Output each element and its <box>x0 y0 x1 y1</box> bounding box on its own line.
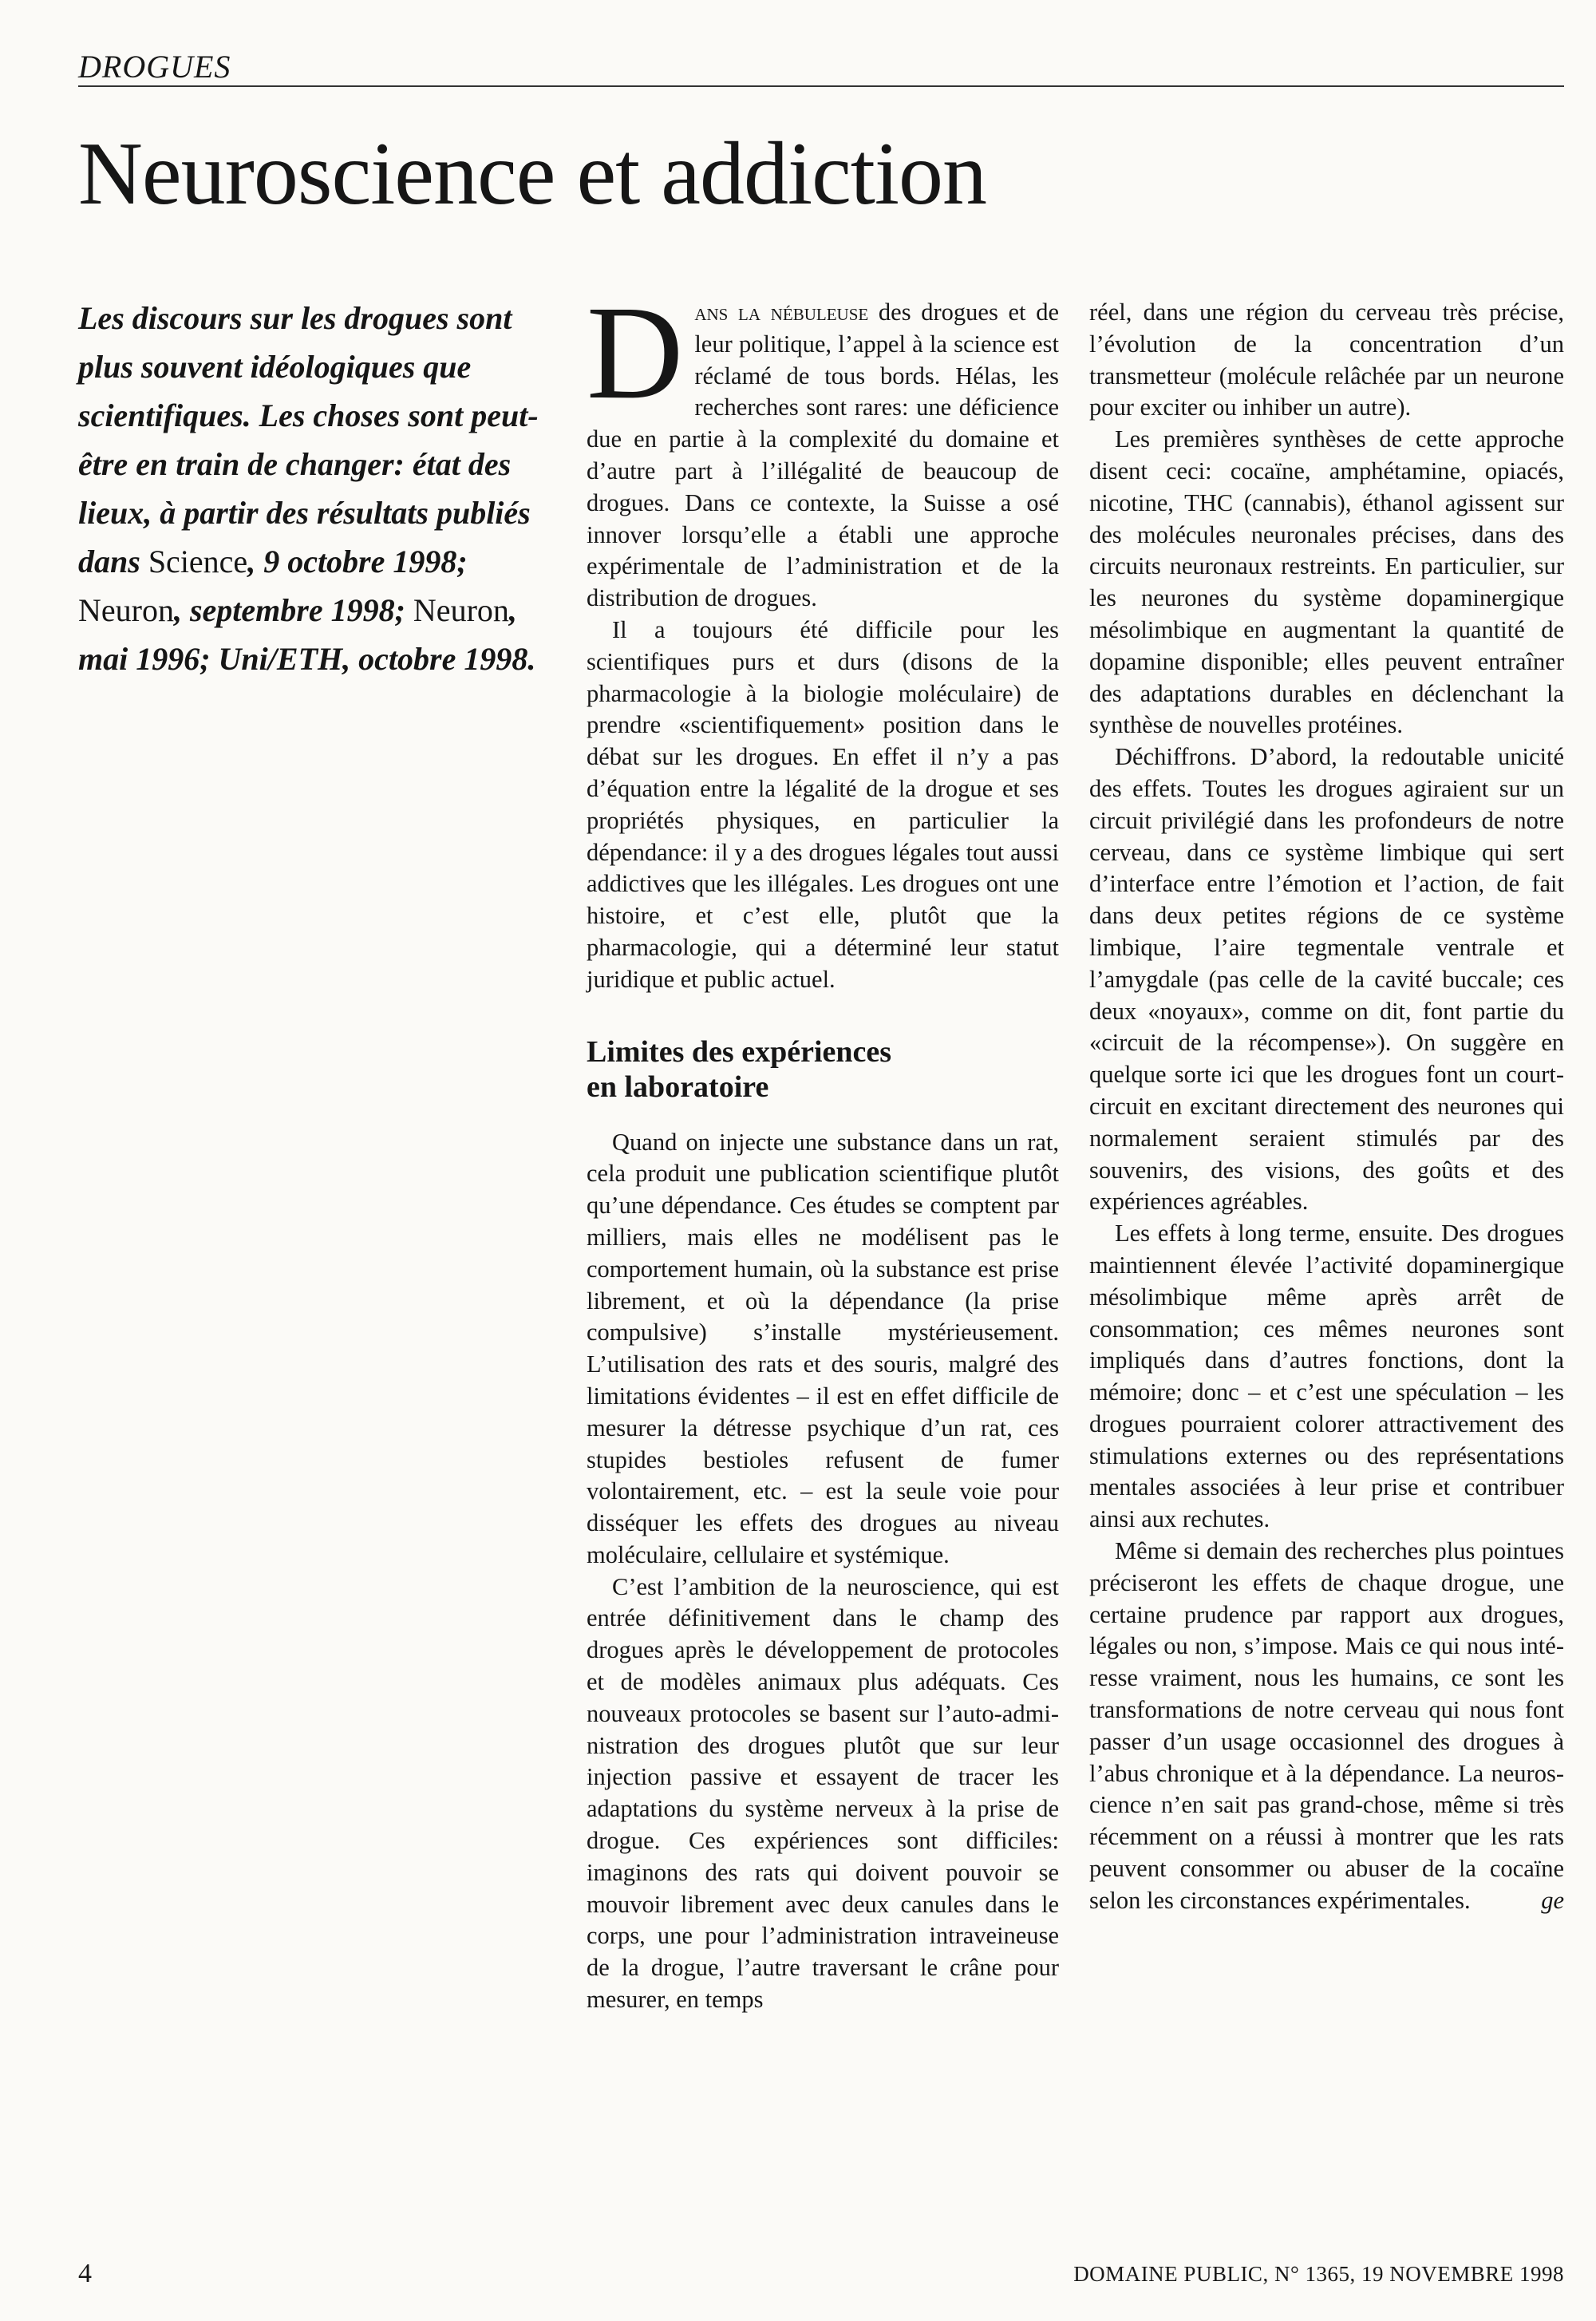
article-column-middle <box>587 279 1059 2016</box>
publication-info: DOMAINE PUBLIC, N° 1365, 19 NOVEMBRE 1998 <box>1073 2262 1564 2286</box>
section-subheading <box>587 1034 1059 1105</box>
paragraph-8-text: Même si demain des recherches plus pointues préciseront les effets de chaque drogue, une certaine prudence par rapport aux drogues, légales ou non, s’impose. Mais ce qui nous intéresse vraiment, nous les humains, ce sont les transformations de notre cerveau qui nous font passer d’un usage occasionnel des drogues à l’abus chronique et à la dépendance. La neuroscience n’en sait pas grand-chose, même si très récemment on a réussi à montrer que les rats peuvent consommer ou abuser de la cocaïne selon les circonstances expérimentales. <box>1089 1537 1564 1914</box>
section-label: DROGUES <box>78 49 231 85</box>
lead-source-2: Neuron <box>78 592 174 628</box>
article-paragraph-4-continued: réel, dans une région du cerveau très précise, l’évolution de la concentration d’un transmetteur (molécule relâchée par un neurone pour exciter ou inhiber un autre). <box>1089 299 1564 421</box>
paragraph-1-text: des drogues et de leur politique, l’appel à la science est réclamé de tous bords. Hélas, les recherches sont rares: une déficience due en partie à la complexité du domaine et d’autre part à l’illégalité de beaucoup de drogues. Dans ce contexte, la Suisse a osé innover lorsqu’elle a établi une approche expérimentale de l’administration et de la distribution de drogues. <box>587 299 1059 612</box>
article-lead <box>78 294 557 683</box>
article-paragraph-1 <box>587 279 1059 615</box>
article-paragraph-8 <box>1089 1536 1564 1917</box>
subheading-line-1: Limites des expériences <box>587 1034 892 1069</box>
lead-source-3: Neuron <box>413 592 509 628</box>
author-signature: ge <box>1541 1886 1564 1914</box>
lead-text-1: Les discours sur les drogues sont plus souvent idéologiques que scientifiques. Les choses sont peut-être en train de changer: état des lieux, à partir des résultats publiés dans <box>78 300 539 579</box>
article-paragraph-3: Quand on injecte une substance dans un rat, cela produit une publication scientifique plutôt qu’une dépendance. Ces études se comptent par milliers, mais elles ne modélisent pas le comportement humain, où la substance est prise librement, et où la dépendance (la prise compulsive) s’installe mystérieusement. L’utilisation des rats et des souris, malgré des limitations évidentes – il est en effet difficile de mesurer la détresse psychique d’un rat, ces stupides bestioles refusent de fumer volontairement, etc. – est la seule voie pour disséquer les effets des drogues au niveau moléculaire, cellulaire et systémique. <box>587 1128 1059 1568</box>
header-rule <box>78 85 1564 87</box>
article-paragraph-6: Déchiffrons. D’abord, la redoutable unicité des effets. Toutes les drogues agiraient sur un circuit privilégié dans les profondeurs de notre cerveau, dans ce système limbique qui sert d’interface entre l’émotion et l’action, de fait dans deux petites régions de ce système limbique, l’aire tegmentale ventrale et l’amygdale (pas celle de la cavité buccale; ces deux «noyaux», comme on dit, font partie du «circuit de la récompense»). On suggère en quelque sorte ici que les drogues font un courtcircuit en excitant directement des neurones qui normalement seraient stimulés par des souvenirs, des visions, des goûts et des expériences agréables. <box>1089 743 1564 1216</box>
article-column-right <box>1089 297 1564 1917</box>
article-title: Neuroscience et addiction <box>78 125 987 223</box>
lead-text-3: , septembre 1998; <box>173 592 413 628</box>
page-number: 4 <box>78 2259 92 2288</box>
drop-cap: D <box>587 279 684 427</box>
article-paragraph-4: C’est l’ambition de la neuroscience, qui est entrée définitivement dans le champ des drogues après le développement de protocoles et de modèles animaux plus adéquats. Ces nouveaux protocoles se basent sur l’auto-administration des drogues plutôt que sur leur injection passive et essayent de tracer les adaptations du système nerveux à la prise de drogue. Ces expériences sont difficiles: imaginons des rats qui doivent pouvoir se mouvoir librement avec deux canules dans le corps, une pour l’administration intraveineuse de la drogue, l’autre traversant le crâne pour mesurer, en temps <box>587 1572 1059 2014</box>
lead-source-1: Science <box>148 544 248 579</box>
article-paragraph-2: Il a toujours été difficile pour les scientifiques purs et durs (disons de la pharmacologie à la biologie moléculaire) de prendre «scientifiquement» position dans le débat sur les drogues. En effet il n’y a pas d’équation entre la légalité de la drogue et ses propriétés physiques, en particulier la dépendance: il y a des drogues légales tout aussi addictives que les illégales. Les drogues ont une histoire, et c’est elle, plutôt que la pharmacologie, qui a déterminé leur statut juridique et public actuel. <box>587 615 1059 993</box>
lead-text-2: , 9 octobre 1998; <box>247 544 468 579</box>
subheading-line-2: en laboratoire <box>587 1070 769 1104</box>
opening-smallcaps: ans la nébuleuse <box>694 299 869 326</box>
article-paragraph-5: Les premières synthèses de cette approche disent ceci: cocaïne, amphétamine, opiacés, nicotine, THC (cannabis), éthanol agissent sur des molécules neuronales précises, dans des circuits neuronaux restreints. En particulier, sur les neurones du système dopaminergique mésolimbique en augmentant la quantité de dopamine disponible; elles peuvent entraîner des adaptations durables en déclenchant la synthèse de nouvelles protéines. <box>1089 425 1564 739</box>
article-paragraph-7: Les effets à long terme, ensuite. Des drogues maintiennent élevée l’activité dopaminergique mésolimbique même après arrêt de consommation; ces mêmes neurones sont impliqués dans d’autres fonctions, dont la mémoire; donc – et c’est une spéculation – les drogues pourraient colorer attractivement des stimulations externes ou des représentations mentales associées à leur prise et contribuer ainsi aux rechutes. <box>1089 1220 1564 1533</box>
lead-text-4: , mai 1996; Uni/ETH, octobre 1998. <box>78 592 536 677</box>
